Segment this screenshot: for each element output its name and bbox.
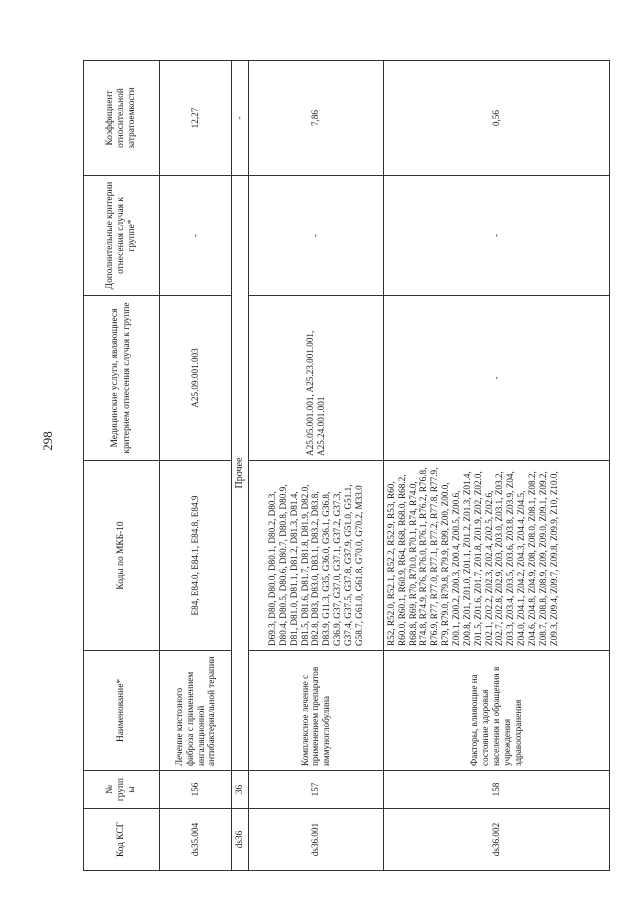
cell-services: - <box>383 296 609 461</box>
page-number: 298 <box>39 431 55 451</box>
section-group-no: 36 <box>232 771 249 809</box>
cell-name: Лечение кистозного фиброза с применением ингаляционной антибактериальной терапии <box>160 651 232 771</box>
table-row <box>383 61 609 871</box>
table-row <box>160 61 232 871</box>
cell-coef: 12,27 <box>160 61 232 176</box>
ksg-table <box>83 60 610 871</box>
cell-extra: - <box>248 176 383 296</box>
cell-code: ds35.004 <box>160 809 232 871</box>
cell-icd: D69.3, D80, D80.0, D80.1, D80.2, D80.3, D80.4, D80.5, D80.6, D80.7, D80.8, D80.9, D81, D81.0, D81.1, D81.2, D81.3, D81.4, D81.5, D81.6, D81.7, D81.8, D81.9, D82.0, D82.8, D83, D83.0, D83.1, D83.2, D83.8, D83.9, G11.3, G35, G36.0, G36.1, G36.8, G36.9, G37, G37.0, G37.1, G37.2, G37.3, G37.4, G37.5, G37.8, G37.9, G51.0, G51.1, G58.7, G61.0, G61.8, G70.0, G70.2, M33.0 <box>248 461 383 651</box>
table-frame <box>83 61 610 871</box>
rotated-table-container <box>83 61 610 871</box>
header-code: Код КСГ <box>84 809 160 871</box>
cell-coef: 0,56 <box>383 61 609 176</box>
section-label: Прочее <box>232 176 249 771</box>
cell-extra: - <box>160 176 232 296</box>
cell-icd: E84, E84.0, E84.1, E84.8, E84.9 <box>160 461 232 651</box>
cell-code: ds36.001 <box>248 809 383 871</box>
header-row <box>84 61 160 871</box>
cell-group-no: 156 <box>160 771 232 809</box>
cell-services: A25.09.001.003 <box>160 296 232 461</box>
cell-services: A25.05.001.001, A25.23.001.001, A25.24.001.001 <box>248 296 383 461</box>
table-row <box>248 61 383 871</box>
cell-name: Комплексное лечение с применением препаратов иммуноглобулина <box>248 651 383 771</box>
section-coef: - <box>232 61 249 176</box>
cell-coef: 7,86 <box>248 61 383 176</box>
cell-icd: R52, R52.0, R52.1, R52.2, R52.9, R53, R60, R60.0, R60.1, R60.9, R64, R68, R68.0, R68.2, R68.8, R69, R70, R70.0, R70.1, R74, R74.0, R74.8, R74.9, R76, R76.0, R76.1, R76.2, R76.8, R76.9, R77, R77.0, R77.1, R77.2, R77.8, R77.9, R79, R79.0, R79.8, R79.9, R99, Z00, Z00.0, Z00.1, Z00.2, Z00.3, Z00.4, Z00.5, Z00.6, Z00.8, Z01, Z01.0, Z01.1, Z01.2, Z01.3, Z01.4, Z01.5, Z01.6, Z01.7, Z01.8, Z01.9, Z02, Z02.0, Z02.1, Z02.2, Z02.3, Z02.4, Z02.5, Z02.6, Z02.7, Z02.8, Z02.9, Z03, Z03.0, Z03.1, Z03.2, Z03.3, Z03.4, Z03.5, Z03.6, Z03.8, Z03.9, Z04, Z04.0, Z04.1, Z04.2, Z04.3, Z04.4, Z04.5, Z04.6, Z04.8, Z04.9, Z08, Z08.0, Z08.1, Z08.2, Z08.7, Z08.8, Z08.9, Z09, Z09.0, Z09.1, Z09.2, Z09.3, Z09.4, Z09.7, Z09.8, Z09.9, Z10, Z10.0, <box>383 461 609 651</box>
header-name: Наименование* <box>84 651 160 771</box>
header-group-no: № группы <box>84 771 160 809</box>
cell-group-no: 158 <box>383 771 609 809</box>
cell-name: Факторы, влияющие на состояние здоровья населения и обращения в учреждения здравоохранения <box>383 651 609 771</box>
section-code: ds36 <box>232 809 249 871</box>
section-row <box>232 61 249 871</box>
cell-code: ds36.002 <box>383 809 609 871</box>
header-extra: Дополнительные критерии отнесения случая к группе* <box>84 176 160 296</box>
header-coef: Коэффициент относительной затратоемкости <box>84 61 160 176</box>
cell-extra: - <box>383 176 609 296</box>
header-icd: Коды по МКБ-10 <box>84 461 160 651</box>
header-services: Медицинские услуги, являющиеся критерием отнесения случая к группе <box>84 296 160 461</box>
cell-group-no: 157 <box>248 771 383 809</box>
